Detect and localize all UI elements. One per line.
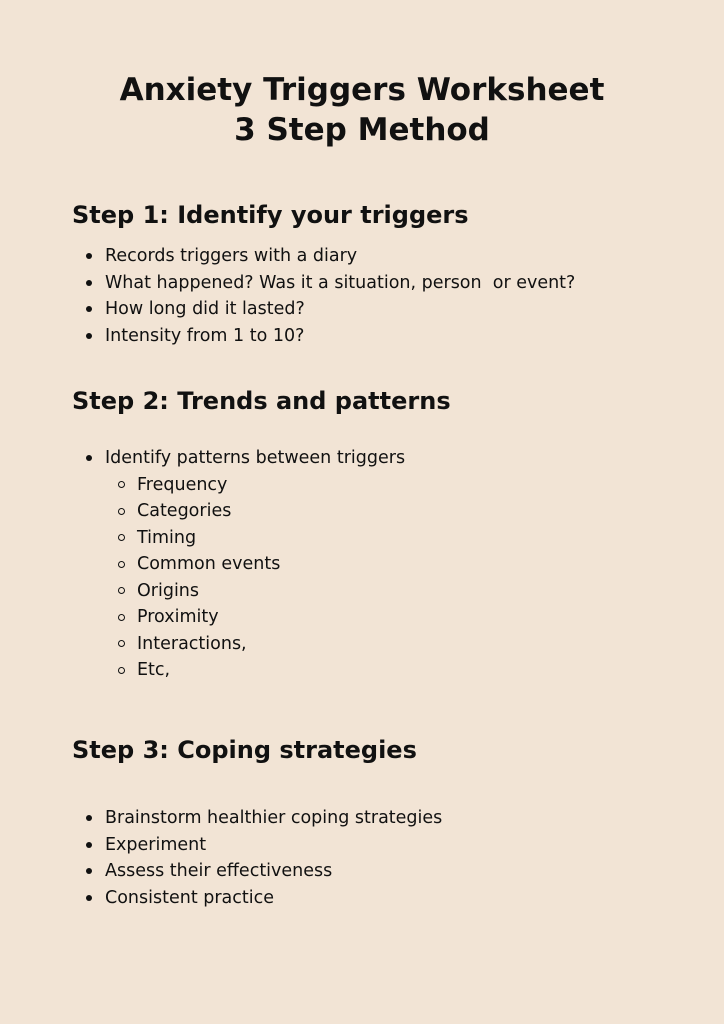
list-item [105, 296, 575, 323]
step-2-list [105, 445, 405, 684]
sub-list-item [137, 631, 405, 658]
step-2-heading: Step 2: Trends and patterns [72, 387, 451, 415]
list-item [105, 445, 405, 684]
step-3-heading: Step 3: Coping strategies [72, 736, 417, 764]
bullet-icon [86, 280, 92, 286]
step-1-heading: Step 1: Identify your triggers [72, 201, 469, 229]
list-item-text: Assess their effectiveness [105, 861, 333, 881]
step-2-sublist [105, 472, 405, 684]
list-item [105, 243, 575, 270]
list-item-text: Consistent practice [105, 887, 275, 908]
sub-list-item [137, 657, 405, 684]
list-item-text: What happened? Was it a situation, person or event? [105, 272, 576, 293]
sub-list-item-text: Origins [137, 580, 200, 601]
sub-list-item-text: Frequency [137, 474, 228, 495]
sub-list-item-text: Common events [137, 554, 281, 574]
sub-list-item [137, 551, 405, 578]
bullet-icon [86, 306, 92, 312]
sub-list-item-text: Categories [137, 501, 232, 521]
list-item-text: Brainstorm healthier coping strategies [105, 808, 443, 828]
list-item [105, 323, 575, 350]
list-item [105, 832, 442, 859]
circle-bullet-icon [118, 534, 125, 541]
list-item [105, 270, 575, 297]
sub-list-item [137, 604, 405, 631]
list-item-text: Identify patterns between triggers [105, 448, 406, 468]
list-item-text: Intensity from 1 to 10? [105, 325, 305, 346]
circle-bullet-icon [118, 640, 125, 647]
circle-bullet-icon [118, 561, 125, 568]
sub-list-item [137, 472, 405, 499]
sub-list-item-text: Interactions, [137, 633, 247, 654]
circle-bullet-icon [118, 481, 125, 488]
list-item [105, 885, 442, 912]
bullet-icon [86, 842, 92, 848]
title-line-2: 3 Step Method [234, 112, 490, 148]
bullet-icon [86, 253, 92, 259]
sub-list-item [137, 498, 405, 525]
sub-list-item-text: Timing [137, 527, 197, 548]
step-3-list [105, 805, 442, 911]
list-item-text: Experiment [105, 834, 207, 855]
bullet-icon [86, 333, 92, 339]
sub-list-item-text: Etc, [137, 660, 171, 680]
step-1-list [105, 243, 575, 349]
bullet-icon [86, 868, 92, 874]
circle-bullet-icon [118, 614, 125, 621]
list-item [105, 805, 442, 832]
list-item-text: How long did it lasted? [105, 299, 305, 319]
circle-bullet-icon [118, 587, 125, 594]
circle-bullet-icon [118, 667, 125, 674]
bullet-icon [86, 895, 92, 901]
bullet-icon [86, 815, 92, 821]
sub-list-item [137, 525, 405, 552]
sub-list-item [137, 578, 405, 605]
title-line-1: Anxiety Triggers Worksheet [119, 72, 605, 108]
bullet-icon [86, 455, 92, 461]
worksheet-title [0, 70, 724, 150]
sub-list-item-text: Proximity [137, 607, 219, 627]
circle-bullet-icon [118, 508, 125, 515]
list-item [105, 858, 442, 885]
list-item-text: Records triggers with a diary [105, 246, 358, 266]
